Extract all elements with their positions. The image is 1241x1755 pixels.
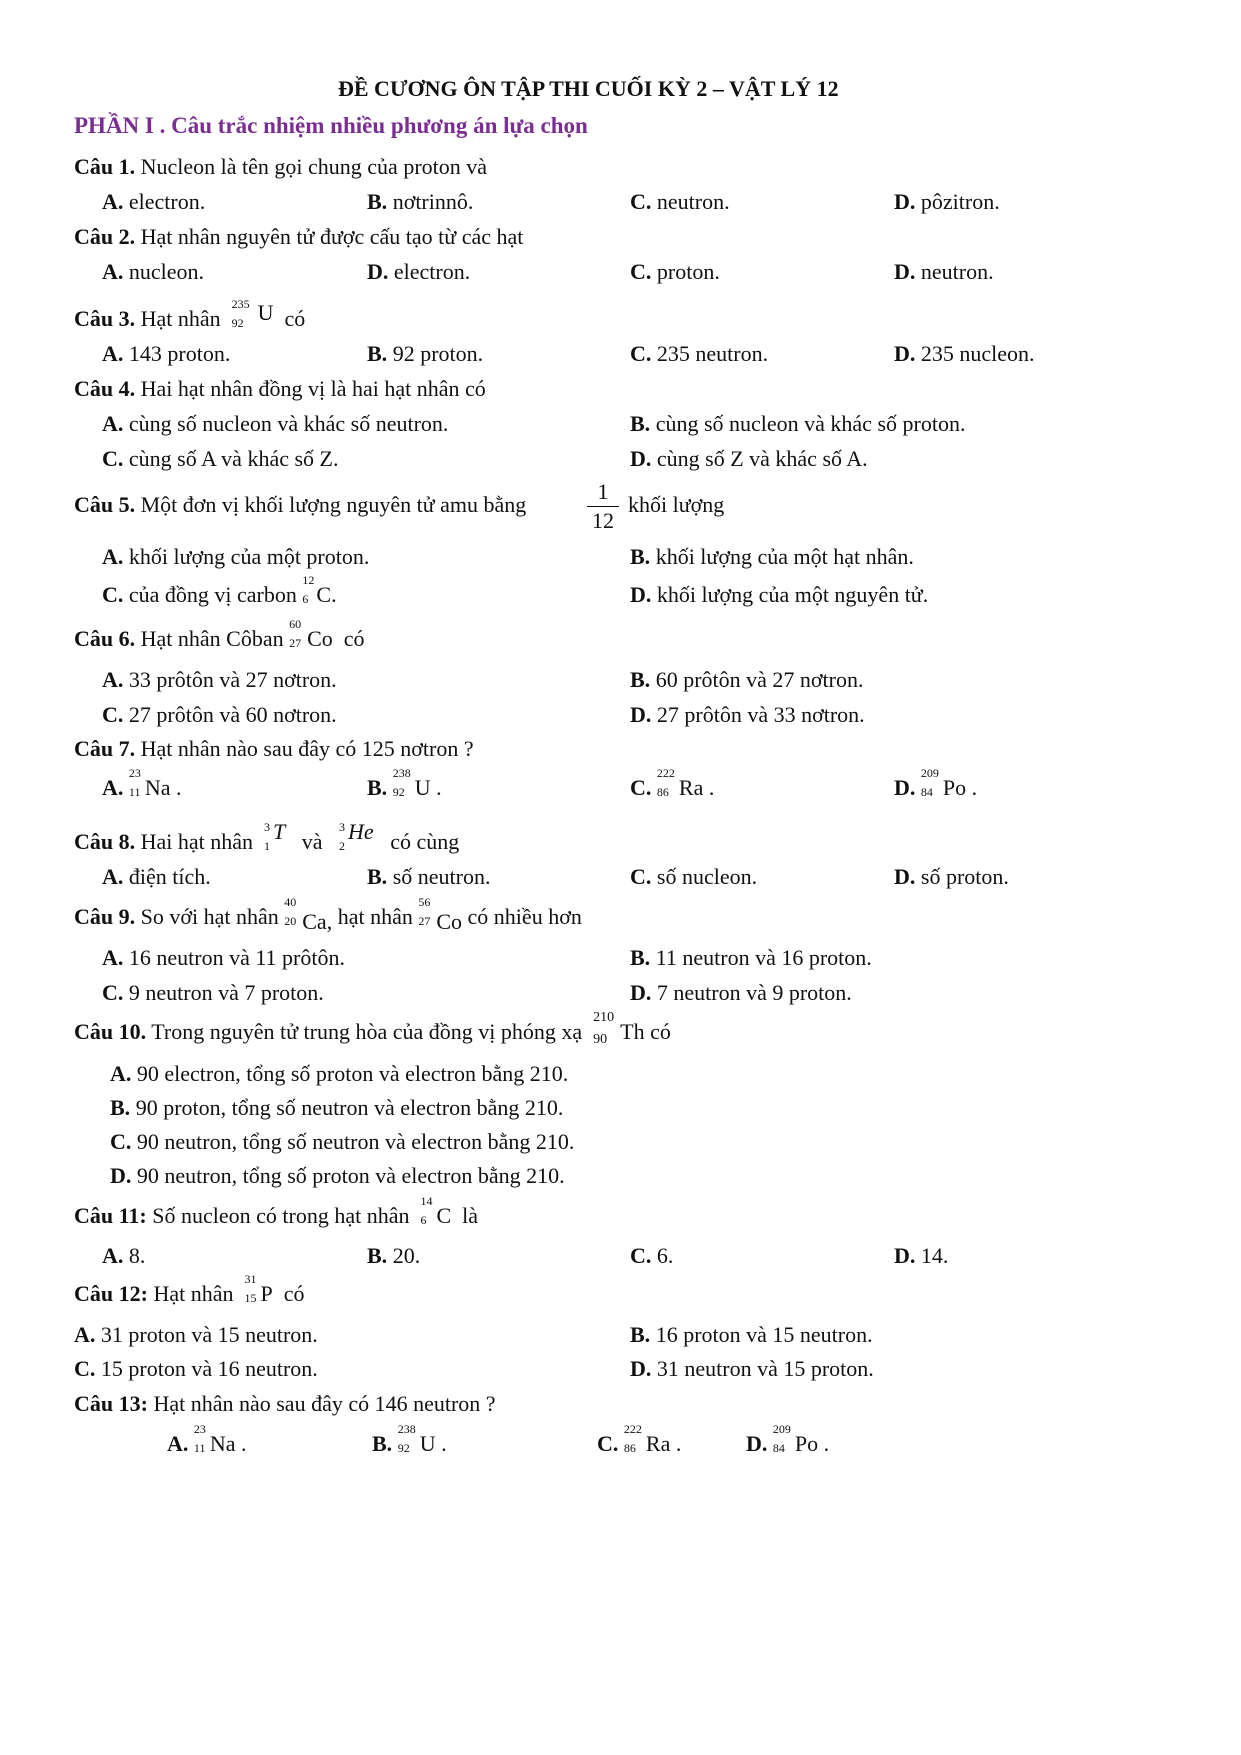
option-a[interactable] [102,866,211,888]
option-key: B. [367,1243,388,1268]
question-text: Hạt nhân nào sau đây có 125 nơtron ? [140,736,474,761]
option-text: 31 proton và 15 neutron. [100,1322,318,1347]
option-text: 31 neutron và 15 proton. [656,1356,874,1381]
element-symbol: Ra . [645,1431,682,1456]
nuclide-co56 [418,895,463,934]
option-a[interactable] [102,413,448,435]
option-text: 90 neutron, tổng số neutron và electron bằng 210. [136,1129,575,1154]
option-text: 20. [392,1243,421,1268]
option-c[interactable] [102,704,337,726]
option-key: C. [630,259,652,284]
option-key: A. [102,411,124,436]
option-key: B. [367,864,388,889]
option-text: cùng số Z và khác số A. [656,446,868,471]
option-key: B. [630,945,651,970]
option-text: 90 neutron, tổng số proton và electron bằng 210. [136,1163,565,1188]
nuclide-p31 [244,1272,273,1306]
option-key: C. [630,189,652,214]
option-key: A. [102,259,124,284]
question-label: Câu 6. [74,626,136,651]
option-text: của đồng vị carbon [128,582,297,607]
option-text: 6. [656,1243,674,1268]
option-key: A. [102,1243,124,1268]
mass-number: 222 [623,1422,642,1436]
option-key: C. [102,702,124,727]
mass-number: 23 [193,1422,206,1436]
option-text: 235 nucleon. [920,341,1035,366]
question-11 [74,1194,479,1228]
question-tail: có [284,306,306,331]
question-tail: là [462,1203,479,1228]
mass-number: 222 [656,766,675,780]
option-text: 15 proton và 16 neutron. [100,1356,318,1381]
option-text: 9 neutron và 7 proton. [128,980,324,1005]
option-text: 235 neutron. [656,341,769,366]
element-symbol: Po . [942,775,978,800]
option-a[interactable] [102,343,230,365]
option-text: 14. [920,1243,949,1268]
question-label: Câu 9. [74,904,136,929]
question-text: Số nucleon có trong hạt nhân [152,1203,410,1228]
question-label: Câu 7. [74,736,136,761]
question-2 [74,226,523,248]
option-text: nơtrinnô. [392,189,474,214]
element-symbol: He [348,819,374,844]
element-symbol: C [436,1203,452,1228]
option-text: neutron. [656,189,730,214]
option-c[interactable] [597,1422,682,1456]
option-d[interactable] [894,343,1035,365]
question-label: Câu 10. [74,1019,147,1044]
atomic-number: 84 [920,785,933,799]
option-key: B. [630,544,651,569]
question-label: Câu 4. [74,376,136,401]
question-13 [74,1393,496,1415]
nuclide-po209 [772,1422,830,1456]
option-d[interactable] [630,448,868,470]
option-key: A. [102,544,124,569]
option-text: electron. [128,189,206,214]
option-c[interactable] [110,1131,574,1153]
option-text: 27 prôtôn và 33 nơtron. [656,702,865,727]
option-key: D. [630,582,652,607]
option-d[interactable] [630,982,852,1004]
question-label: Câu 11: [74,1203,147,1228]
question-label: Câu 2. [74,224,136,249]
option-b[interactable] [367,191,473,213]
option-text: 16 proton và 15 neutron. [655,1322,873,1347]
question-3 [74,297,306,331]
element-symbol: Co [307,626,333,651]
option-key: D. [894,775,916,800]
option-a[interactable] [102,546,369,568]
option-key: B. [630,411,651,436]
atomic-number: 15 [244,1291,257,1305]
element-symbol: U [257,300,274,325]
atomic-number: 86 [656,785,669,799]
option-c[interactable] [630,1245,673,1267]
nuclide-c14 [420,1194,452,1228]
option-text: điện tích. [128,864,211,889]
atomic-number: 6 [420,1213,427,1227]
fraction [587,481,619,532]
element-symbol: P [260,1281,273,1306]
question-text: So với hạt nhân [140,904,279,929]
option-key: D. [630,446,652,471]
atomic-number: 90 [593,1032,608,1047]
atomic-number: 92 [231,316,244,330]
option-text: số neutron. [392,864,491,889]
option-key: A. [102,667,124,692]
option-key: B. [367,189,388,214]
question-12 [74,1272,305,1306]
atomic-number: 6 [302,592,309,606]
option-b[interactable] [367,343,483,365]
option-b[interactable] [110,1097,563,1119]
nuclide-co60 [289,617,333,651]
connector-text: hạt nhân [337,904,413,929]
option-d[interactable] [894,766,978,800]
question-tail: có [650,1019,671,1044]
nuclide-u238 [397,1422,447,1456]
element-symbol: Na . [144,775,182,800]
option-key: D. [630,980,652,1005]
mass-number: 3 [339,820,346,834]
option-key: A. [74,1322,96,1347]
option-text: số nucleon. [656,864,758,889]
nuclide-na23 [193,1422,247,1456]
option-key: A. [110,1061,132,1086]
element-symbol: U . [419,1431,447,1456]
fraction-numerator: 1 [587,481,619,507]
option-key: A. [102,189,124,214]
question-text: Hạt nhân nguyên tử được cấu tạo từ các hạt [140,224,524,249]
question-tail: khối lượng [628,492,725,517]
option-key: D. [746,1431,768,1456]
nuclide-u238 [392,766,442,800]
atomic-number: 11 [128,785,141,799]
atomic-number: 2 [339,839,346,853]
mass-number: 238 [397,1422,416,1436]
atomic-number: 20 [284,914,297,928]
page-title: ĐỀ CƯƠNG ÔN TẬP THI CUỐI KỲ 2 – VẬT LÝ 12 [338,76,839,101]
option-b[interactable] [367,1245,420,1267]
atomic-number: 27 [418,914,431,928]
nuclide-t3 [264,819,286,853]
question-1 [74,156,487,178]
atomic-number: 86 [623,1441,636,1455]
question-text: Hạt nhân nào sau đây có 146 neutron ? [153,1391,496,1416]
element-symbol: Ca, [302,909,333,934]
option-key: B. [630,667,651,692]
atomic-number: 92 [397,1441,410,1455]
question-text: Hạt nhân [140,306,221,331]
question-label: Câu 8. [74,829,136,854]
option-key: D. [630,702,652,727]
option-a[interactable] [102,261,204,283]
nuclide-he3 [339,819,374,853]
option-key: D. [894,1243,916,1268]
option-text: electron. [393,259,471,284]
question-4 [74,378,486,400]
question-text: Hai hạt nhân [140,829,254,854]
option-c[interactable] [630,191,730,213]
nuclide-na23 [128,766,182,800]
option-text: khối lượng của một proton. [128,544,370,569]
option-key: C. [102,446,124,471]
mass-number: 238 [392,766,411,780]
mass-number: 60 [289,617,302,631]
option-text: khối lượng của một nguyên tử. [656,582,929,607]
option-c[interactable] [630,866,757,888]
option-text: 7 neutron và 9 proton. [656,980,852,1005]
element-symbol: T [273,819,286,844]
option-key: C. [630,341,652,366]
option-a[interactable] [102,947,345,969]
mass-number: 23 [128,766,141,780]
option-b[interactable] [372,1422,447,1456]
element-symbol: Po . [794,1431,830,1456]
option-text: 33 prôtôn và 27 nơtron. [128,667,337,692]
option-a[interactable] [102,766,182,800]
mass-number: 3 [264,820,271,834]
option-b[interactable] [630,1324,873,1346]
option-text: 90 electron, tổng số proton và electron bằng 210. [136,1061,569,1086]
option-text: nucleon. [128,259,205,284]
question-7 [74,738,474,760]
option-key: B. [110,1095,131,1120]
element-symbol: U . [414,775,442,800]
atomic-number: 1 [264,839,271,853]
option-key: A. [167,1431,189,1456]
option-key: C. [630,1243,652,1268]
option-text: 8. [128,1243,146,1268]
option-b[interactable] [630,669,863,691]
option-key: B. [372,1431,393,1456]
option-key: C. [110,1129,132,1154]
option-text: neutron. [920,259,994,284]
option-key: D. [894,189,916,214]
fraction-denominator: 12 [592,508,614,533]
option-text: 11 neutron và 16 proton. [655,945,872,970]
question-tail: có [343,626,365,651]
option-key: C. [102,582,124,607]
question-text: Một đơn vị khối lượng nguyên tử amu bằng [140,492,527,517]
option-key: B. [630,1322,651,1347]
question-tail: có nhiều hơn [467,904,582,929]
option-c[interactable] [74,1358,318,1380]
question-6 [74,617,365,651]
option-text: 16 neutron và 11 prôtôn. [128,945,345,970]
option-d[interactable] [746,1422,830,1456]
option-d[interactable] [630,1358,874,1380]
mass-number: 235 [231,297,250,311]
question-tail: có [283,1281,305,1306]
option-text: 27 prôtôn và 60 nơtron. [128,702,337,727]
element-symbol: C. [316,582,337,607]
question-label: Câu 1. [74,154,136,179]
option-text: số proton. [920,864,1009,889]
option-d[interactable] [894,866,1009,888]
option-b[interactable] [630,947,872,969]
option-a[interactable] [74,1324,318,1346]
option-d[interactable] [630,704,865,726]
option-b[interactable] [367,766,442,800]
question-text: Hạt nhân Côban [140,626,284,651]
option-key: C. [630,864,652,889]
option-a[interactable] [110,1063,568,1085]
question-text: Trong nguyên tử trung hòa của đồng vị phóng xạ [151,1019,583,1044]
question-tail: có cùng [390,829,460,854]
question-label: Câu 3. [74,306,136,331]
question-label: Câu 5. [74,492,136,517]
option-a[interactable] [102,1245,145,1267]
option-d[interactable] [894,261,994,283]
connector-text: và [301,829,323,854]
element-symbol: Co [436,909,463,934]
option-c[interactable] [630,766,715,800]
element-symbol: Ra . [678,775,715,800]
option-text: proton. [656,259,720,284]
option-key: B. [367,341,388,366]
option-a[interactable] [102,669,337,691]
option-text: 143 proton. [128,341,231,366]
option-d[interactable] [894,1245,948,1267]
option-text: cùng số A và khác số Z. [128,446,339,471]
option-key: A. [102,775,124,800]
option-key: C. [102,980,124,1005]
question-label: Câu 12: [74,1281,148,1306]
option-text: 90 proton, tổng số neutron và electron bằng 210. [135,1095,564,1120]
option-key: C. [630,775,652,800]
option-b[interactable] [367,866,490,888]
option-text: khối lượng của một hạt nhân. [655,544,914,569]
mass-number: 31 [244,1272,257,1286]
option-key: D. [367,259,389,284]
question-text: Nucleon là tên gọi chung của proton và [140,154,488,179]
option-key: C. [597,1431,619,1456]
section-heading: PHẦN I . Câu trắc nhiệm nhiều phương án lựa chọn [74,113,588,138]
option-key: D. [894,864,916,889]
atomic-number: 92 [392,785,405,799]
option-text: 60 prôtôn và 27 nơtron. [655,667,864,692]
question-8 [74,819,460,854]
question-label: Câu 13: [74,1391,148,1416]
nuclide-c12 [302,573,337,607]
option-text: 92 proton. [392,341,484,366]
option-key: D. [110,1163,132,1188]
option-b[interactable] [367,261,470,283]
nuclide-ca40 [284,895,333,934]
option-key: D. [894,341,916,366]
mass-number: 209 [920,766,939,780]
option-key: C. [74,1356,96,1381]
mass-number: 14 [420,1194,433,1208]
option-key: A. [102,864,124,889]
option-a[interactable] [167,1422,247,1456]
nuclide-th210 [593,1010,645,1047]
mass-number: 210 [593,1010,615,1025]
mass-number: 12 [302,573,315,587]
nuclide-po209 [920,766,978,800]
option-d[interactable] [110,1165,565,1187]
option-key: D. [894,259,916,284]
nuclide-u235 [231,297,274,330]
option-d[interactable] [630,584,928,606]
mass-number: 40 [284,895,297,909]
option-key: A. [102,341,124,366]
option-c[interactable] [630,343,768,365]
option-text: cùng số nucleon và khác số proton. [655,411,966,436]
option-text: cùng số nucleon và khác số neutron. [128,411,449,436]
nuclide-ra222 [656,766,715,800]
atomic-number: 11 [193,1441,206,1455]
option-d[interactable] [894,191,1000,213]
element-symbol: Na . [209,1431,247,1456]
option-text: pôzitron. [920,189,1000,214]
element-symbol: Th [620,1019,645,1044]
option-c[interactable] [102,448,338,470]
option-c[interactable] [630,261,720,283]
option-c[interactable] [102,573,337,607]
question-text: Hai hạt nhân đồng vị là hai hạt nhân có [140,376,486,401]
option-key: A. [102,945,124,970]
option-key: D. [630,1356,652,1381]
option-b[interactable] [630,413,965,435]
option-b[interactable] [630,546,914,568]
atomic-number: 84 [772,1441,785,1455]
question-text: Hạt nhân [153,1281,234,1306]
option-a[interactable] [102,191,205,213]
atomic-number: 27 [289,636,302,650]
question-5 [74,494,526,516]
nuclide-ra222 [623,1422,682,1456]
option-c[interactable] [102,982,324,1004]
question-10 [74,1010,671,1047]
mass-number: 209 [772,1422,791,1436]
question-9 [74,895,582,934]
mass-number: 56 [418,895,431,909]
option-key: B. [367,775,388,800]
